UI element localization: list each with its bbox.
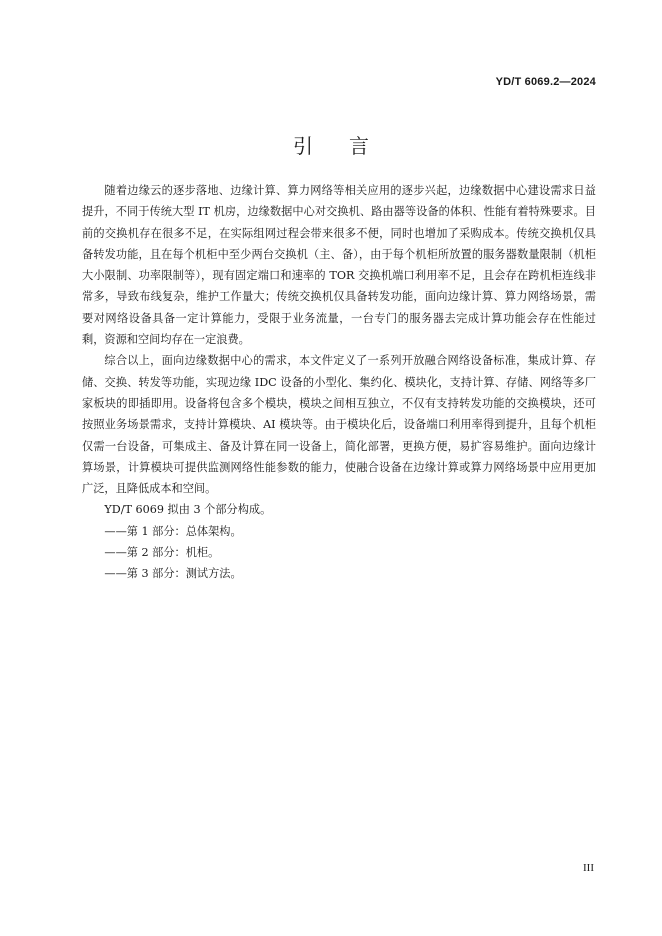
document-body: [82, 180, 596, 585]
part-item-2: ——第 2 部分：机柜。: [104, 546, 220, 560]
page-title: 引言: [293, 134, 405, 158]
paragraph-summary: 综合以上，面向边缘数据中心的需求，本文件定义了一系列开放融合网络设备标准，集成计算、存储、交换、转发等功能，实现边缘 IDC 设备的小型化、集约化、模块化，支持计算、存储、网络等多厂家板块的即插即用。设备将包含多个模块，模块之间相互独立，不仅有支持转发功能的交换模块，还可按照业务场景需求，支持计算模块、AI 模块等。由于模块化后，设备端口利用率得到提升，且每个机柜仅需一台设备，可集成主、备及计算在同一设备上，简化部署，更换方便，易扩容易维护。面向边缘计算场景，计算模块可提供监测网络性能参数的能力，使融合设备在边缘计算或算力网络场景中应用更加广泛，且降低成本和空间。: [82, 354, 596, 496]
document-code: YD/T 6069.2—2024: [495, 76, 596, 88]
paragraph-background: 随着边缘云的逐步落地、边缘计算、算力网络等相关应用的逐步兴起，边缘数据中心建设需求日益提升，不同于传统大型 IT 机房，边缘数据中心对交换机、路由器等设备的体积、性能有着特殊要求。目前的交换机存在很多不足，在实际组网过程会带来很多不便，同时也增加了采购成本。传统交换机仅具备转发功能，且在每个机柜中至少两台交换机（主、备），由于每个机柜所放置的服务器数量限制（机柜大小限制、功率限制等），现有固定端口和速率的 TOR 交换机端口利用率不足，且会存在跨机柜连线非常多，导致布线复杂，维护工作量大；传统交换机仅具备转发功能，面向边缘计算、算力网络场景，需要对网络设备具备一定计算能力，受限于业务流量，一台专门的服务器去完成计算功能会存在性能过剩，资源和空间均存在一定浪费。: [82, 184, 596, 347]
page-number: III: [583, 862, 594, 874]
paragraph-structure: YD/T 6069 拟由 3 个部分构成。: [104, 503, 272, 517]
part-item-3: ——第 3 部分：测试方法。: [104, 567, 242, 581]
part-item-1: ——第 1 部分：总体架构。: [104, 524, 242, 538]
